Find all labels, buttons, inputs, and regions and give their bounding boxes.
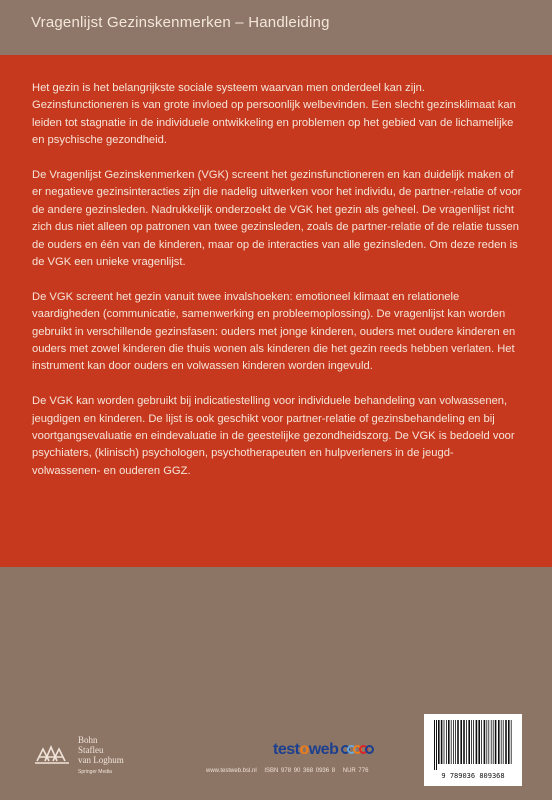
- barcode-bar: [493, 720, 494, 764]
- barcode-bar: [476, 720, 478, 764]
- barcode-bar: [441, 720, 443, 764]
- barcode-bar: [468, 720, 470, 764]
- barcode-bar: [505, 720, 507, 764]
- barcode-bar: [446, 720, 447, 764]
- barcode-bar: [491, 720, 492, 764]
- barcode-bar: [444, 720, 445, 764]
- barcode-bar: [448, 720, 450, 764]
- barcode-bar: [498, 720, 500, 764]
- barcode-bar: [455, 720, 456, 764]
- testweb-logo: [273, 741, 374, 759]
- footer-url: www.testweb.bsl.nl: [206, 768, 257, 774]
- barcode-bar: [471, 720, 472, 764]
- barcode-bar: [511, 720, 512, 764]
- barcode-bar: [460, 720, 462, 764]
- publisher-imprint: Springer Media: [78, 769, 112, 775]
- barcode-bar: [457, 720, 459, 764]
- description-text: [32, 80, 524, 498]
- barcode-box: [424, 714, 522, 786]
- barcode-bar: [508, 720, 510, 764]
- testweb-logo-part: test: [273, 741, 300, 759]
- barcode-bar: [436, 720, 437, 770]
- book-title: Vragenlijst Gezinskenmerken – Handleiding: [31, 14, 330, 31]
- barcode-bar: [453, 720, 454, 764]
- barcode-bar: [503, 720, 504, 764]
- testweb-dot-icon: [365, 745, 374, 754]
- barcode-bar: [466, 720, 467, 764]
- barcode-number: 9 789036 809368: [441, 772, 505, 780]
- barcode-bar: [486, 720, 487, 764]
- publisher-line: Bohn: [78, 735, 98, 745]
- testweb-logo-part: web: [308, 741, 339, 759]
- paragraph: De Vragenlijst Gezinskenmerken (VGK) screent het gezinsfunctioneren en kan duidelijk maken of er negatieve gezinsinteracties zijn die nadelig uitwerken voor het individu, de partner-relatie of voor de andere gezinsleden. Nadrukkelijk onderzoekt de VGK het gezin als geheel. De vragenlijst richt zich dus niet alleen op patronen van twee gezinsleden, zoals de partner-relatie of de relatie tussen de ouders en één van de kinderen, maar op de interacties van alle gezinsleden. Om deze reden is de VGK een unieke vragenlijst.: [32, 169, 522, 269]
- barcode-icon: [432, 720, 516, 770]
- barcode-bar: [495, 720, 497, 764]
- barcode-bar: [478, 720, 480, 764]
- paragraph: De VGK screent het gezin vanuit twee invalshoeken: emotioneel klimaat en relationele vaardigheden (communicatie, samenwerking en probleemoplossing). De vragenlijst kan worden gebruikt in verschillende gezinsfasen: ouders met jonge kinderen, ouders met oudere kinderen en ouders met zowel kinderen die thuis wonen als kinderen die het gezin reeds hebben verlaten. Het instrument kan door ouders en volwassen kinderen worden ingevuld.: [32, 290, 516, 373]
- publisher-name: [78, 735, 124, 777]
- header-band: [0, 0, 552, 55]
- barcode-bar: [451, 720, 452, 764]
- paragraph: Het gezin is het belangrijkste sociale systeem waarvan men onderdeel kan zijn. Gezinsfunctioneren is van grote invloed op persoonlijk welbevinden. Een slecht gezinsklimaat kan leiden tot stagnatie in de individuele ontwikkeling en problemen op het gebied van de lichamelijke en psychische gezondheid.: [32, 82, 516, 147]
- barcode-bar: [438, 720, 440, 764]
- barcode-bar: [473, 720, 474, 764]
- publisher-logo-icon: [33, 739, 73, 765]
- publisher-line: Stafleu: [78, 745, 104, 755]
- barcode-bar: [488, 720, 489, 764]
- testweb-logo-part: o: [299, 741, 309, 759]
- barcode-bar: [434, 720, 435, 770]
- barcode-bar: [463, 720, 465, 764]
- barcode-bar: [481, 720, 482, 764]
- paragraph: De VGK kan worden gebruikt bij indicatiestelling voor individuele behandeling van volwassenen, jeugdigen en kinderen. De lijst is ook geschikt voor partner-relatie of gezinsbehandeling en bij voortgangsevaluatie en eindevaluatie in de geestelijke gezondheidszorg. De VGK is bedoeld voor psychiaters, (klinisch) psychologen, psychotherapeuten en hulpverleners in de jeugd- volwassenen- en ouderen GGZ.: [32, 395, 515, 477]
- publisher-line: van Loghum: [78, 755, 124, 765]
- testweb-dots-icon: [344, 741, 374, 759]
- footer-nur: NUR 776: [342, 768, 369, 774]
- barcode-bar: [484, 720, 486, 764]
- footer-isbn: ISBN 978 90 368 0936 8: [264, 768, 336, 774]
- footer-info: [206, 768, 373, 774]
- barcode-bar: [501, 720, 502, 764]
